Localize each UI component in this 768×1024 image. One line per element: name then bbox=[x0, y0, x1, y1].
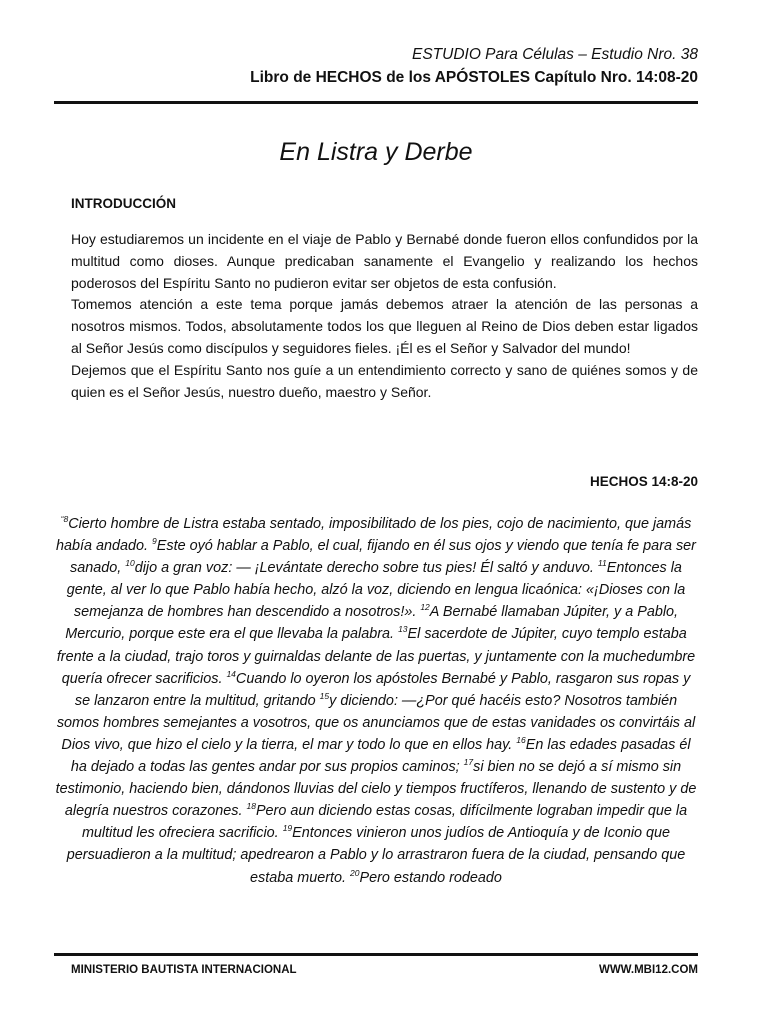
verse-number: 18 bbox=[246, 801, 256, 812]
page-title: En Listra y Derbe bbox=[279, 138, 473, 166]
footer-website: WWW.MBI12.COM bbox=[598, 964, 698, 976]
verse-text: El sacerdote de Júpiter, cuyo templo estaba frente a la ciudad, trajo toros y guirnaldas delante de las puertas, y juntamente con la muchedumbre quería ofrecer sacrificios. bbox=[56, 626, 696, 687]
verse-number: 12 bbox=[420, 602, 430, 613]
footer-divider bbox=[54, 953, 698, 956]
header-divider bbox=[54, 101, 698, 104]
introduction-paragraph: Hoy estudiaremos un incidente en el viaje de Pablo y Bernabé donde fueron ellos confundidos por la multitud como dioses. Aunque predicaban sanamente el Evangelio y realizando los hechos poderosos del Espíritu Santo no pudieron evitar ser objetos de esta confusión. bbox=[71, 231, 698, 291]
verse-text: Cierto hombre de Listra estaba sentado, imposibilitado de los pies, cojo de nacimiento, que jamás había andado. bbox=[56, 516, 692, 555]
verse-text: Cuando lo oyeron los apóstoles Bernabé y Pablo, rasgaron sus ropas y se lanzaron entre la multitud, gritando bbox=[74, 670, 691, 709]
verse-number: 10 bbox=[125, 558, 135, 569]
verse-number: 9 bbox=[152, 536, 157, 547]
verse-number: 20 bbox=[350, 867, 360, 878]
scripture-passage bbox=[54, 513, 698, 889]
verse-number: 13 bbox=[398, 624, 408, 635]
verse-number: 11 bbox=[597, 558, 607, 569]
verse-text: En las edades pasadas él ha dejado a todas las gentes andar por sus propios caminos; bbox=[70, 736, 691, 776]
verse-number: 16 bbox=[516, 735, 526, 746]
verse-number: 17 bbox=[463, 757, 474, 768]
footer-ministry-name: MINISTERIO BAUTISTA INTERNACIONAL bbox=[71, 964, 297, 976]
page-header bbox=[54, 44, 698, 90]
verse-text: A Bernabé llamaban Júpiter, y a Pablo, Mercurio, porque este era el que llevaba la palabra. bbox=[65, 604, 679, 643]
study-number-line: ESTUDIO Para Células – Estudio Nro. 38 bbox=[411, 46, 698, 63]
verse-text: y diciendo: —¿Por qué hacéis esto? Nosotros también somos hombres semejantes a vosotros, que os anunciamos que de estas vanidades os convirtáis al Dios vivo, que hizo el cielo y la tierra, el mar y todo lo que en ellos hay. bbox=[56, 692, 696, 753]
verse-text: dijo a gran voz: — ¡Levántate derecho sobre tus pies! Él saltó y anduvo. bbox=[134, 560, 598, 577]
introduction-paragraph: Dejemos que el Espíritu Santo nos guíe a un entendimiento correcto y sano de quiénes somos y de quien es el Señor Jesús, nuestro dueño, maestro y Señor. bbox=[71, 361, 698, 400]
scripture-text bbox=[54, 513, 698, 889]
verse-text: Este oyó hablar a Pablo, el cual, fijando en él sus ojos y viendo que tenía fe para ser sanado, bbox=[70, 538, 696, 577]
verse-text: Pero aun diciendo estas cosas, difícilmente lograban impedir que la multitud les ofreciera sacrificio. bbox=[81, 803, 688, 842]
verse-text: Entonces vinieron unos judíos de Antioquía y de Iconio que persuadieron a la multitud; apedrearon a Pablo y lo arrastraron fuera de la ciudad, pensando que estaba muerto. bbox=[66, 825, 686, 886]
scripture-reference: HECHOS 14:8-20 bbox=[589, 474, 698, 489]
verse-number: 14 bbox=[226, 668, 236, 679]
book-chapter-line: Libro de HECHOS de los APÓSTOLES Capítulo Nro. 14:08-20 bbox=[250, 69, 698, 86]
introduction-body bbox=[71, 229, 698, 403]
introduction-heading: INTRODUCCIÓN bbox=[71, 196, 176, 211]
verse-number: “8 bbox=[60, 514, 69, 525]
verse-text: si bien no se dejó a sí mismo sin testimonio, haciendo bien, dándonos lluvias del cielo y tiempos fructíferos, llenando de sustento y de alegría nuestros corazones. bbox=[55, 759, 697, 820]
introduction-paragraph: Tomemos atención a este tema porque jamás debemos atraer la atención de las personas a nosotros mismos. Todos, absolutamente todos los que lleguen al Reino de Dios deben estar ligados al Señor Jesús como discípulos y seguidores fieles. ¡Él es el Señor y Salvador del mundo! bbox=[71, 296, 698, 356]
verse-text: Pero estando rodeado bbox=[359, 869, 502, 886]
verse-number: 19 bbox=[282, 823, 293, 834]
verse-text: Entonces la gente, al ver lo que Pablo había hecho, alzó la voz, diciendo en lengua licaónica: «¡Dioses con la semejanza de hombres han descendido a nosotros!». bbox=[66, 560, 686, 621]
verse-number: 15 bbox=[319, 690, 330, 701]
